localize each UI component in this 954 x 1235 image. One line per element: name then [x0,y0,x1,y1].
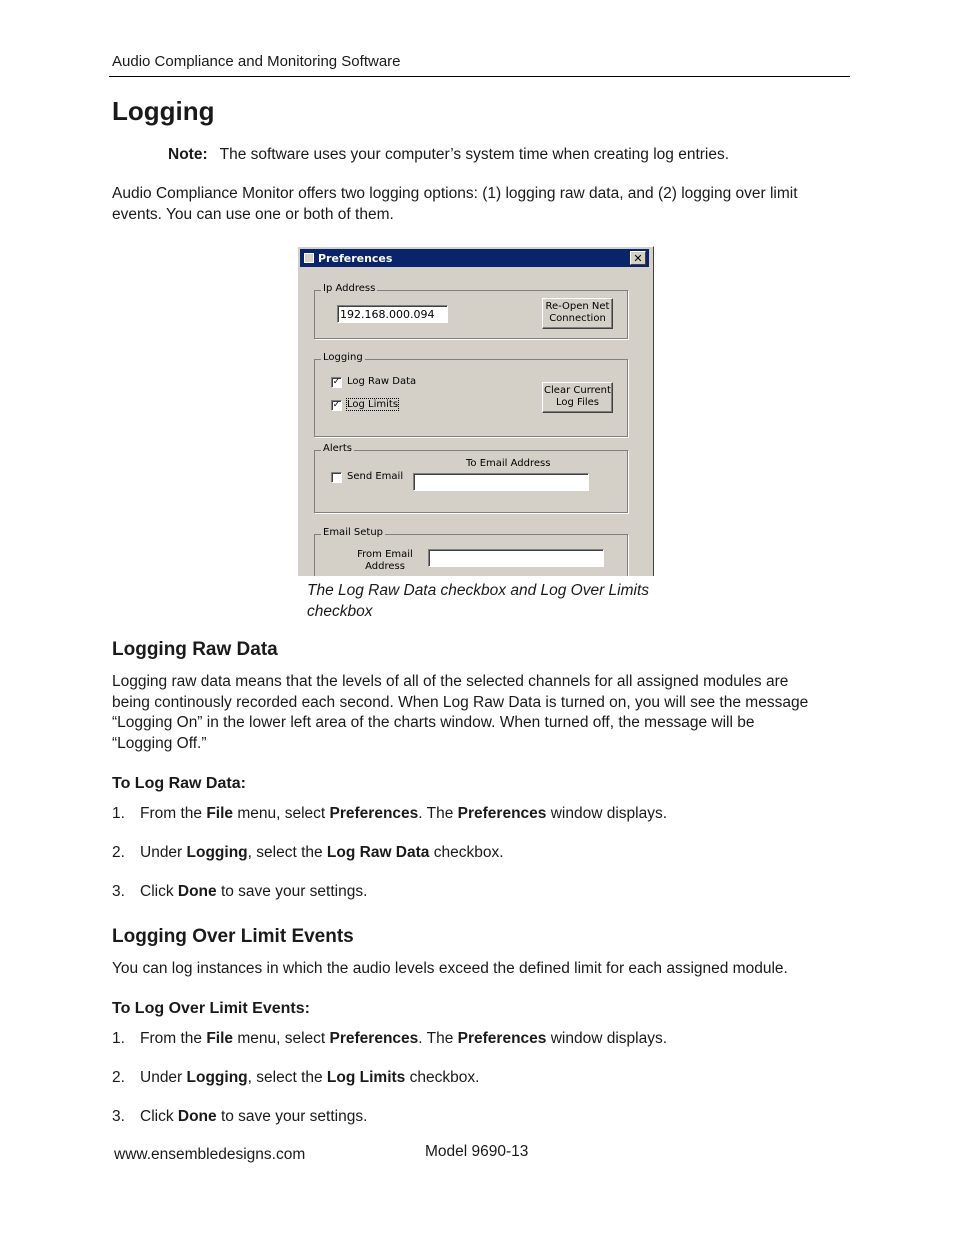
log-limits-label: Log Limits [347,399,399,410]
note [168,146,729,164]
from-email-address-field[interactable] [428,549,604,567]
running-header: Audio Compliance and Monitoring Software [112,53,401,70]
dialog-title: Preferences [318,252,393,265]
alerts-legend: Alerts [323,443,353,454]
step-text: checkbox. [429,844,504,861]
ip-address-field[interactable]: 192.168.000.094 [337,305,448,323]
from-email-label-line2: Address [365,561,405,572]
raw-step-2 [112,844,504,862]
step-bold: Done [177,883,217,900]
logging-legend: Logging [323,352,363,363]
to-email-address-label: To Email Address [466,458,551,469]
log-limits-checkbox[interactable] [331,400,342,411]
send-email-checkbox[interactable] [331,472,342,483]
limits-step-1 [112,1030,667,1048]
log-raw-data-check-icon: ✓ [332,377,341,387]
step-bold: File [206,805,234,822]
step-bold: Log Raw Data [326,844,430,861]
limit-events-heading: Logging Over Limit Events [112,926,354,947]
step-text: window displays. [546,1030,668,1047]
close-icon[interactable]: ✕ [630,251,646,265]
raw-data-line-2: being continously recorded each second. When Log Raw Data is turned on, you will see the message [112,693,809,711]
raw-data-heading: Logging Raw Data [112,639,278,660]
step-text: , select the [247,844,327,861]
footer-website: www.ensembledesigns.com [114,1146,306,1163]
step-text: From the [140,805,207,822]
raw-step-3 [112,883,367,901]
raw-data-procedure-heading: To Log Raw Data: [112,775,246,792]
page-title: Logging [112,96,215,126]
step-number: 1. [112,1030,125,1047]
step-bold: Logging [186,844,248,861]
clear-button-line2: Log Files [556,397,599,408]
step-number: 2. [112,1069,125,1086]
intro-paragraph: Audio Compliance Monitor offers two logging options: (1) logging raw data, and (2) logging over limit events. You can use one or both of them. [112,185,798,223]
from-email-label-line1: From Email [357,549,413,560]
step-bold: Preferences [457,805,547,822]
from-email-address-label [357,549,413,573]
step-number: 1. [112,805,125,822]
step-text: . The [418,805,458,822]
ip-address-legend: Ip Address [323,283,376,294]
limits-step-3 [112,1108,367,1126]
step-bold: Log Limits [326,1069,406,1086]
step-text: , select the [247,1069,327,1086]
step-text: From the [140,1030,207,1047]
raw-data-paragraph [112,672,842,754]
raw-data-line-4: “Logging Off.” [112,734,207,752]
clear-button-line1: Clear Current [544,385,611,396]
reopen-net-connection-button[interactable] [542,298,613,329]
log-raw-data-label: Log Raw Data [347,376,417,387]
figure-caption: The Log Raw Data checkbox and Log Over Limits checkbox [307,582,650,620]
step-bold: Preferences [329,1030,419,1047]
step-text: menu, select [233,805,330,822]
step-bold: Done [177,1108,217,1125]
limit-events-procedure-heading: To Log Over Limit Events: [112,1000,310,1017]
dialog-titlebar [300,249,649,267]
limit-events-paragraph: You can log instances in which the audio levels exceed the defined limit for each assigned module. [112,960,788,977]
step-text: window displays. [546,805,668,822]
step-text: to save your settings. [216,883,368,900]
step-number: 3. [112,883,125,900]
raw-data-line-1: Logging raw data means that the levels of all of the selected channels for all assigned modules are [112,673,789,690]
footer-model: Model 9690-13 [425,1143,529,1160]
step-number: 2. [112,844,125,861]
step-text: Under [140,844,187,861]
step-bold: Logging [186,1069,248,1086]
step-bold: File [206,1030,234,1047]
reopen-button-line2: Connection [549,313,606,324]
email-setup-legend: Email Setup [323,527,384,538]
to-email-address-field[interactable] [413,473,589,491]
limits-step-2 [112,1069,479,1087]
note-label: Note: [168,146,208,163]
preferences-dialog-screenshot [297,246,654,576]
raw-step-1 [112,805,667,823]
log-raw-data-checkbox[interactable] [331,377,342,388]
window-icon [304,253,314,263]
raw-data-line-3: “Logging On” in the lower left area of the charts window. When turned off, the message will be [112,714,755,731]
step-number: 3. [112,1108,125,1125]
step-text: menu, select [233,1030,330,1047]
note-text: The software uses your computer’s system time when creating log entries. [219,146,730,163]
step-text: Click [140,1108,178,1125]
step-text: to save your settings. [216,1108,368,1125]
log-limits-check-icon: ✓ [332,400,341,410]
step-text: Click [140,883,178,900]
send-email-label: Send Email [347,471,404,482]
step-text: Under [140,1069,187,1086]
step-text: checkbox. [405,1069,480,1086]
header-rule [109,76,850,77]
step-bold: Preferences [329,805,419,822]
clear-current-log-files-button[interactable] [542,382,613,413]
step-text: . The [418,1030,458,1047]
step-bold: Preferences [457,1030,547,1047]
reopen-button-line1: Re-Open Net [545,301,610,312]
